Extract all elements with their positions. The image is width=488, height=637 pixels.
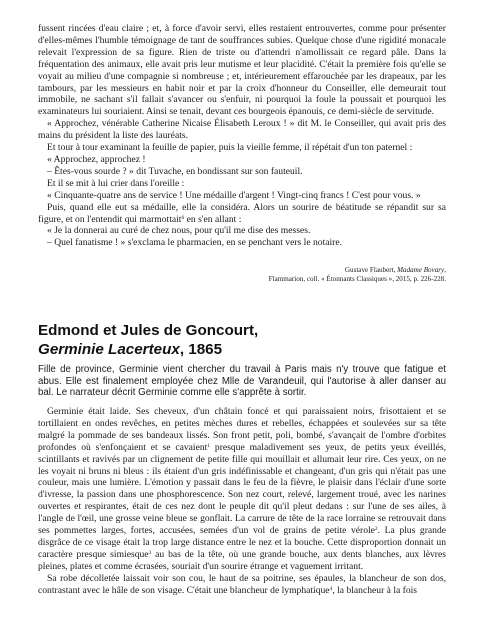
- goncourt-paragraph: [38, 573, 446, 597]
- footnote-marker: 2: [374, 526, 378, 533]
- source-punct: ,: [444, 266, 446, 274]
- flaubert-paragraph: « Cinquante-quatre ans de service ! Une médaille d'argent ! Vingt-cinq francs ! C'est pour vous. »: [47, 189, 421, 201]
- flaubert-paragraph: « Approchez, approchez !: [47, 153, 146, 165]
- goncourt-text: presque maladivement ses yeux, de petits yeux éveillés, scintillants et ravivés par un clignement de petite fille qui mouillait et allumait leur rire. Ces yeux, on ne les voyait ni bruns ni bleus : ils étaient d'un gris indéfinissable et changeant, d'un gris qui n'était pas une couleur, mais une lumière. L'émotion y passait dans le feu de la fièvre, le plaisir dans l'éclair d'une sorte d'ivresse, la passion dans une phosphorescence. Son nez court, relevé, largement troué, avec les narines ouvertes et respirantes, était de ces nez dont le peuple dit qu'il pleut dedans : sur l'une de ses ailes, à l'angle de l'œil, une grosse veine bleue se gonflait. La carrure de tête de la race lorraine se retrouvait dans ses pommettes larges, fortes, accusées, semées d'un vol de grains de petite vérole: [38, 441, 446, 537]
- goncourt-excerpt: [38, 406, 446, 597]
- flaubert-paragraph: « Je la donnerai au curé de chez nous, pour qu'il me dise des messes.: [47, 225, 311, 237]
- flaubert-paragraph: « Approchez, vénérable Catherine Nicaise Élisabeth Leroux ! » dit M. le Conseiller, qui avait pris des mains du président la liste des lauréats.: [38, 118, 446, 142]
- flaubert-excerpt: [38, 23, 446, 249]
- flaubert-paragraph: – Quel fanatisme ! » s'exclama le pharmacien, en se penchant vers le notaire.: [47, 237, 343, 249]
- heading-authors: Edmond et Jules de Goncourt,: [38, 322, 259, 339]
- source-line-1: [38, 266, 446, 275]
- goncourt-text: Germinie était laide. Ses cheveux, d'un châtain foncé et qui paraissaient noirs, frisottaient et se tortillaient en ondes revêches, en petites mèches dures et rebelles, échappées et soulevées sur sa tête malgré la pommade de ses bandeaux lissés. Son front petit, poli, bombé, s'avançait de l'ombre d'orbites profondes où s'enfonçaient et se cavaient: [38, 406, 446, 453]
- source-title: Madame Bovary: [397, 266, 445, 274]
- source-author: Gustave Flaubert,: [344, 266, 398, 274]
- flaubert-paragraph: fussent rincées d'eau claire ; et, à force d'avoir servi, elles restaient entrouvertes, comme pour présenter d'elles-mêmes l'humble témoignage de tant de souffrances subies. Quelque chose d'une rigidité monacale relevait l'expression de sa figure. Rien de triste ou d'attendri n'amollissait ce regard pâle. Dans la fréquentation des animaux, elle avait pris leur mutisme et leur placidité. C'était la première fois qu'elle se voyait au milieu d'une compagnie si nombreuse ; et, intérieurement effarouchée par les drapeaux, par les tambours, par les messieurs en habit noir et par la croix d'honneur du Conseiller, elle demeurait tout immobile, ne sachant s'il fallait s'avancer ou s'enfuir, ni pourquoi la foule la poussait et pourquoi les examinateurs lui souriaient. Ainsi se tenait, devant ces bourgeois épanouis, ce demi-siècle de servitude.: [38, 23, 446, 118]
- flaubert-paragraph: [38, 202, 446, 226]
- flaubert-paragraph: Et tour à tour examinant la feuille de papier, puis la vieille femme, il répétait d'un ton paternel :: [47, 142, 413, 154]
- source-reference: [38, 266, 446, 284]
- goncourt-paragraph: [38, 406, 446, 573]
- footnote-marker: 4: [329, 585, 333, 592]
- goncourt-text: . La plus grande disgrâce de ce visage était la trop large distance entre le nez et la bouche. Cette disproportion donnait un caractère presque simiesque: [38, 525, 446, 560]
- section-heading: [38, 322, 458, 359]
- heading-title: Germinie Lacerteux: [38, 340, 180, 358]
- flaubert-paragraph: – Êtes-vous sourde ? » dit Tuvache, en bondissant sur son fauteuil.: [47, 165, 303, 177]
- goncourt-text: Sa robe décolletée laissait voir son cou, le haut de sa poitrine, ses épaules, la blancheur de son dos, contrastant avec le hâle de son visage. C'était une blancheur de lymphatique: [38, 572, 446, 596]
- flaubert-text: en s'en allant :: [184, 213, 242, 225]
- footnote-marker: 1: [207, 442, 211, 449]
- goncourt-text: , la blancheur à la fois: [332, 584, 418, 596]
- intro-paragraph: Fille de province, Germinie vient chercher du travail à Paris mais n'y trouve que fatigue et abus. Elle est finalement employée chez Mlle de Varandeuil, qui l'autorise à aller danser au bal. Le narrateur décrit Germinie comme elle s'apprête à sortir.: [38, 364, 446, 399]
- footnote-marker: 3: [148, 549, 152, 556]
- source-line-2: Flammarion, coll. « Étonnants Classiques », 2015, p. 226-228.: [268, 275, 446, 284]
- goncourt-text: au bas de la tête, où une grande bouche, aux dents blanches, aux lèvres pleines, plates et comme écrasées, souriait d'un sourire étrange et vaguement irritant.: [38, 548, 446, 572]
- flaubert-text: Puis, quand elle eut sa médaille, elle la considéra. Alors un sourire de béatitude se répandit sur sa figure, et on l'entendit qui marmottait: [38, 201, 446, 225]
- heading-work: [38, 341, 458, 360]
- footnote-marker: 6: [181, 214, 185, 221]
- flaubert-paragraph: Et il se mit à lui crier dans l'oreille :: [47, 177, 185, 189]
- heading-year: , 1865: [179, 340, 223, 358]
